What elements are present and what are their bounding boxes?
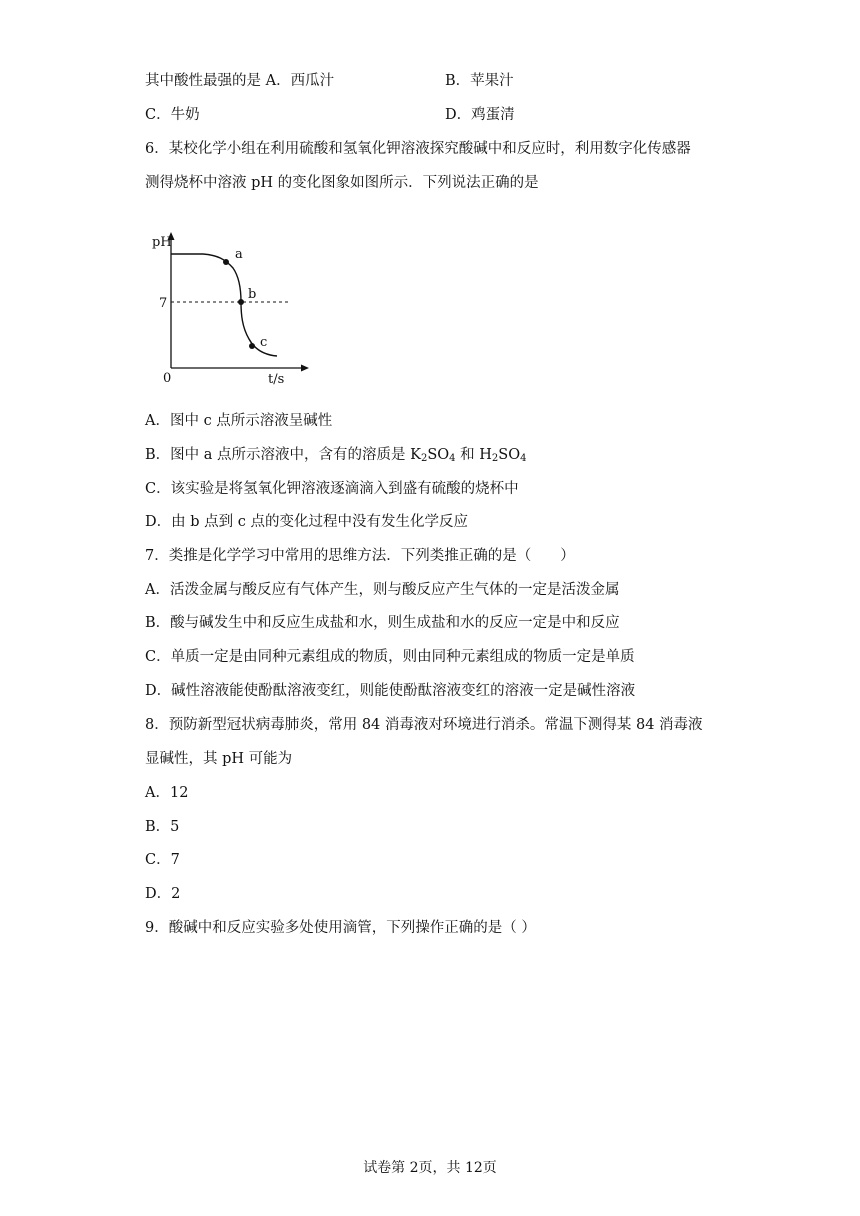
point-a bbox=[223, 259, 229, 265]
q5-stem-option-a: 其中酸性最强的是 A．西瓜汁 bbox=[145, 73, 335, 89]
y-axis-label: pH bbox=[152, 235, 172, 250]
point-label-c: c bbox=[260, 335, 268, 350]
q5-option-b: B．苹果汁 bbox=[445, 73, 514, 89]
point-label-a: a bbox=[235, 247, 243, 262]
q6-option-c: C．该实验是将氢氧化钾溶液逐滴滴入到盛有硫酸的烧杯中 bbox=[145, 481, 519, 497]
q6-stem-line1: 6．某校化学小组在利用硫酸和氢氧化钾溶液探究酸碱中和反应时，利用数字化传感器 bbox=[145, 141, 691, 157]
point-c bbox=[249, 343, 255, 349]
page-footer: 试卷第 2页，共 12页 bbox=[363, 1160, 497, 1176]
origin-label: 0 bbox=[163, 371, 172, 386]
q5-option-c: C．牛奶 bbox=[145, 107, 200, 123]
x-axis-arrow bbox=[301, 365, 309, 372]
q8-stem-line1: 8．预防新型冠状病毒肺炎，常用 84 消毒液对环境进行消杀。常温下测得某 84 消毒液 bbox=[145, 717, 703, 733]
y-tick-7: 7 bbox=[159, 296, 168, 311]
q8-option-d: D．2 bbox=[145, 886, 181, 902]
q9-stem: 9．酸碱中和反应实验多处使用滴管，下列操作正确的是（ ） bbox=[145, 920, 536, 936]
q6-option-a: A．图中 c 点所示溶液呈碱性 bbox=[145, 413, 333, 429]
q7-option-d: D．碱性溶液能使酚酞溶液变红，则能使酚酞溶液变红的溶液一定是碱性溶液 bbox=[145, 683, 636, 699]
q8-option-b: B．5 bbox=[145, 819, 180, 835]
q6-stem-line2: 测得烧杯中溶液 pH 的变化图象如图所示．下列说法正确的是 bbox=[145, 175, 539, 191]
q6-option-b: B．图中 a 点所示溶液中，含有的溶质是 $K_2SO_4$ 和 $H_2SO_4$ bbox=[145, 447, 527, 464]
point-b bbox=[238, 299, 244, 305]
point-label-b: b bbox=[248, 287, 257, 302]
q8-option-a: A．12 bbox=[145, 785, 189, 801]
q8-stem-line2: 显碱性，其 pH 可能为 bbox=[145, 751, 293, 767]
q7-option-c: C．单质一定是由同种元素组成的物质，则由同种元素组成的物质一定是单质 bbox=[145, 649, 635, 665]
x-axis-label: t/s bbox=[268, 372, 285, 387]
q8-option-c: C．7 bbox=[145, 852, 180, 868]
q7-stem: 7．类推是化学学习中常用的思维方法．下列类推正确的是（ ） bbox=[145, 548, 575, 564]
q5-option-d: D．鸡蛋清 bbox=[445, 107, 515, 123]
ph-curve-figure bbox=[145, 226, 315, 391]
q6-option-d: D．由 b 点到 c 点的变化过程中没有发生化学反应 bbox=[145, 514, 468, 530]
q7-option-b: B．酸与碱发生中和反应生成盐和水，则生成盐和水的反应一定是中和反应 bbox=[145, 615, 620, 631]
q7-option-a: A．活泼金属与酸反应有气体产生，则与酸反应产生气体的一定是活泼金属 bbox=[145, 582, 620, 598]
